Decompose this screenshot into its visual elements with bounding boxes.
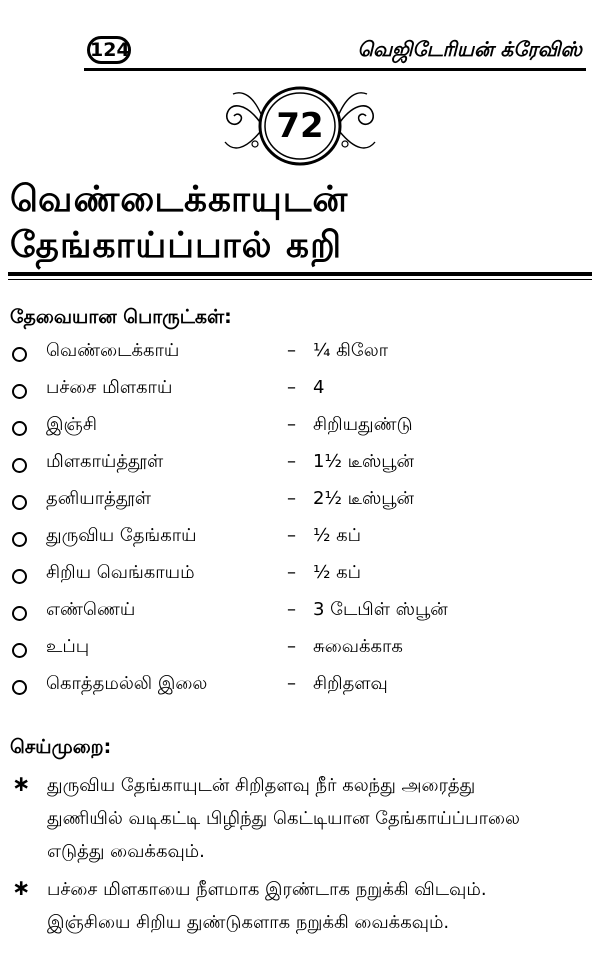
step-line: துணியில் வடிகட்டி பிழிந்து கெட்டியான தேங்காய்ப்பாலை — [47, 808, 520, 829]
ingredient-quantity: ½ கப் — [313, 562, 362, 583]
ingredient-name: வெண்டைக்காய் — [46, 340, 180, 361]
ingredient-quantity: 3 டேபிள் ஸ்பூன் — [313, 599, 448, 620]
ingredient-dash: – — [287, 599, 296, 620]
ingredient-row — [0, 597, 600, 634]
ingredient-name: சிறிய வெங்காயம் — [46, 562, 195, 583]
ingredient-quantity: சிறிதளவு — [313, 673, 388, 694]
recipe-number: 72 — [276, 106, 324, 146]
circle-bullet-icon — [12, 532, 27, 547]
ingredient-dash: – — [287, 673, 296, 694]
step-line: துருவிய தேங்காயுடன் சிறிதளவு நீர் கலந்து அரைத்து — [47, 775, 476, 796]
book-title: வெஜிடேரியன் க்ரேவிஸ் — [357, 37, 582, 61]
ingredient-dash: – — [287, 451, 296, 472]
ingredient-row — [0, 634, 600, 671]
ingredient-dash: – — [287, 377, 296, 398]
ingredient-name: கொத்தமல்லி இலை — [46, 673, 208, 694]
ingredient-name: தனியாத்தூள் — [46, 488, 152, 509]
step-line: பச்சை மிளகாயை நீளமாக இரண்டாக நறுக்கி விடவும். — [47, 879, 487, 900]
circle-bullet-icon — [12, 421, 27, 436]
ingredient-quantity: 1½ டீஸ்பூன் — [313, 451, 414, 472]
ingredient-quantity: சுவைக்காக — [313, 636, 403, 657]
recipe-title-line-1: வெண்டைக்காயுடன் — [10, 179, 349, 220]
ingredient-name: மிளகாய்த்தூள் — [46, 451, 164, 472]
ingredient-row — [0, 375, 600, 412]
ingredient-name: இஞ்சி — [46, 414, 97, 435]
ingredients-heading: தேவையான பொருட்கள்: — [10, 306, 232, 328]
ingredient-dash: – — [287, 562, 296, 583]
circle-bullet-icon — [12, 347, 27, 362]
ingredient-row — [0, 523, 600, 560]
ingredient-name: உப்பு — [46, 636, 90, 657]
circle-bullet-icon — [12, 606, 27, 621]
ingredient-row — [0, 486, 600, 523]
recipe-title-line-2: தேங்காய்ப்பால் கறி — [10, 225, 343, 266]
ingredient-row — [0, 560, 600, 597]
ingredient-name: துருவிய தேங்காய் — [46, 525, 197, 546]
ingredient-dash: – — [287, 488, 296, 509]
page-header — [0, 0, 600, 80]
ingredient-dash: – — [287, 414, 296, 435]
ingredient-name: பச்சை மிளகாய் — [46, 377, 173, 398]
header-rule — [84, 68, 586, 71]
ingredient-row — [0, 449, 600, 486]
ingredient-row — [0, 338, 600, 375]
circle-bullet-icon — [12, 569, 27, 584]
page-number: 124 — [87, 36, 131, 64]
ingredient-dash: – — [287, 340, 296, 361]
asterisk-bullet-icon: ∗ — [12, 772, 31, 797]
title-rule-thick — [8, 272, 592, 276]
ingredient-row — [0, 671, 600, 708]
title-rule-thin — [8, 279, 592, 280]
circle-bullet-icon — [12, 495, 27, 510]
asterisk-bullet-icon: ∗ — [12, 876, 31, 901]
step-line: இஞ்சியை சிறிய துண்டுகளாக நறுக்கி வைக்கவும். — [47, 912, 450, 933]
circle-bullet-icon — [12, 384, 27, 399]
ingredient-quantity: ½ கப் — [313, 525, 362, 546]
ingredient-row — [0, 412, 600, 449]
method-heading: செய்முறை: — [10, 736, 112, 758]
ingredient-quantity: 4 — [313, 377, 325, 398]
ingredient-name: எண்ணெய் — [46, 599, 136, 620]
ingredient-quantity: சிறியதுண்டு — [313, 414, 413, 435]
ingredient-quantity: 2½ டீஸ்பூன் — [313, 488, 414, 509]
circle-bullet-icon — [12, 458, 27, 473]
ingredient-dash: – — [287, 636, 296, 657]
circle-bullet-icon — [12, 680, 27, 695]
ingredient-dash: – — [287, 525, 296, 546]
recipe-number-ornament — [215, 82, 385, 170]
step-line: எடுத்து வைக்கவும். — [47, 841, 205, 862]
circle-bullet-icon — [12, 643, 27, 658]
ingredient-quantity: ¼ கிலோ — [313, 340, 389, 361]
